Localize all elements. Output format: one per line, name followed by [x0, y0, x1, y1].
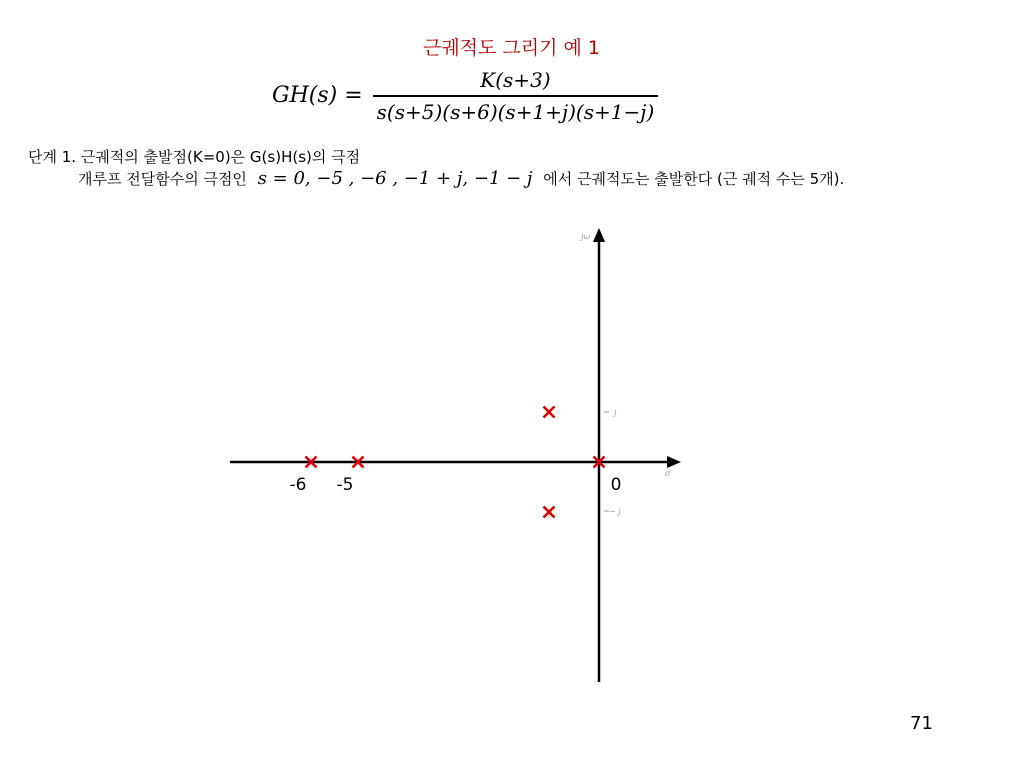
pole-list: s = 0, −5 , −6 , −1 + j, −1 − j	[257, 168, 533, 189]
page-number: 71	[910, 713, 933, 734]
tick-label-minus-5: -5	[336, 475, 354, 495]
pole-marker-3	[544, 407, 555, 418]
pole-marker-4	[544, 507, 555, 518]
tick-label-0: 0	[610, 475, 622, 495]
real-axis-label: σ	[665, 469, 671, 478]
slide-title: 근궤적도 그리기 예 1	[422, 37, 601, 59]
imag-axis-label: jω	[581, 232, 591, 241]
formula-numerator: K(s+3)	[480, 68, 551, 92]
formula-denominator: s(s+5)(s+6)(s+1+j)(s+1−j)	[376, 99, 655, 124]
tick-label-minus-6: -6	[289, 475, 307, 495]
step-heading: 단계 1. 근궤적의 출발점(K=0)은 G(s)H(s)의 극점	[28, 148, 361, 166]
desc-suffix: 에서 근궤적도는 출발한다 (근 궤적 수는 5개).	[543, 170, 845, 188]
formula-lhs: GH(s) =	[272, 83, 363, 109]
real-axis-arrow	[667, 456, 681, 468]
desc-prefix: 개루프 전달함수의 극점인	[78, 170, 247, 188]
j-tick-label: j	[614, 408, 617, 417]
minus-j-tick-label: − j	[609, 507, 621, 516]
imaginary-axis-arrow	[593, 228, 605, 242]
